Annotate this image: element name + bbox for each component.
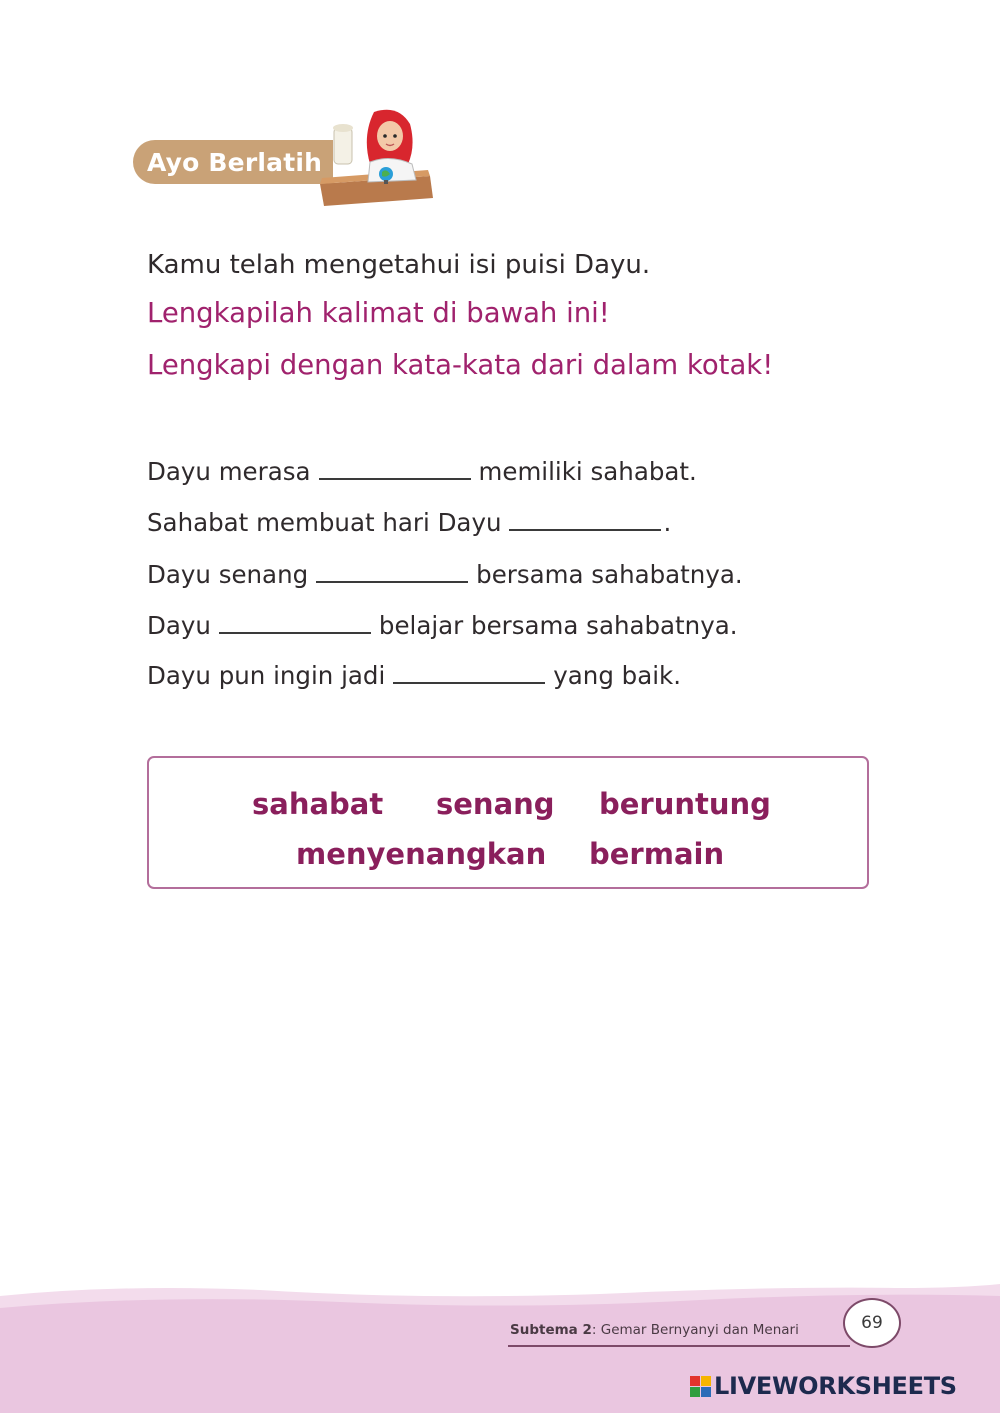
blank-5-input[interactable] xyxy=(393,656,545,684)
sentence-3-after: bersama sahabatnya. xyxy=(476,560,743,589)
instruction-use-word-bank: Lengkapi dengan kata-kata dari dalam kotak! xyxy=(147,349,774,381)
sentence-5 xyxy=(147,656,681,690)
sentence-2-after: . xyxy=(663,508,672,537)
blank-2-input[interactable] xyxy=(509,503,661,531)
liveworksheets-brand-text: LIVEWORKSHEETS xyxy=(714,1372,957,1400)
subtema-title: : Gemar Bernyanyi dan Menari xyxy=(591,1322,799,1338)
sentence-1-before: Dayu merasa xyxy=(147,457,311,486)
sentence-4 xyxy=(147,606,738,640)
sentence-1-after: memiliki sahabat. xyxy=(478,457,697,486)
blank-3-input[interactable] xyxy=(316,555,468,583)
page-number-badge xyxy=(843,1298,901,1348)
word-bank-item: bermain xyxy=(589,837,725,871)
student-mascot-illustration xyxy=(312,106,437,211)
blank-4-input[interactable] xyxy=(219,606,371,634)
sentence-1 xyxy=(147,452,697,486)
subtema-label: Subtema 2 xyxy=(510,1322,592,1338)
word-bank-item: sahabat xyxy=(252,787,384,821)
intro-text: Kamu telah mengetahui isi puisi Dayu. xyxy=(147,250,651,280)
subtema-caption xyxy=(510,1322,799,1338)
section-badge xyxy=(133,140,333,184)
sentence-4-before: Dayu xyxy=(147,611,211,640)
word-bank-item: beruntung xyxy=(599,787,771,821)
word-bank-item: senang xyxy=(436,787,555,821)
sentence-4-after: belajar bersama sahabatnya. xyxy=(378,611,738,640)
word-bank-box xyxy=(147,756,869,889)
sentence-3-before: Dayu senang xyxy=(147,560,309,589)
sentence-5-after: yang baik. xyxy=(553,661,682,690)
blank-1-input[interactable] xyxy=(319,452,471,480)
sentence-5-before: Dayu pun ingin jadi xyxy=(147,661,386,690)
word-bank-item: menyenangkan xyxy=(296,837,547,871)
footer-divider xyxy=(508,1345,850,1347)
liveworksheets-logo xyxy=(690,1372,957,1400)
sentence-3 xyxy=(147,555,743,589)
sentence-2-before: Sahabat membuat hari Dayu xyxy=(147,508,502,537)
liveworksheets-logo-icon xyxy=(690,1376,711,1397)
section-badge-label: Ayo Berlatih xyxy=(147,147,323,177)
instruction-complete-sentences: Lengkapilah kalimat di bawah ini! xyxy=(147,297,610,329)
sentence-2 xyxy=(147,503,671,537)
page-number: 69 xyxy=(861,1313,883,1333)
